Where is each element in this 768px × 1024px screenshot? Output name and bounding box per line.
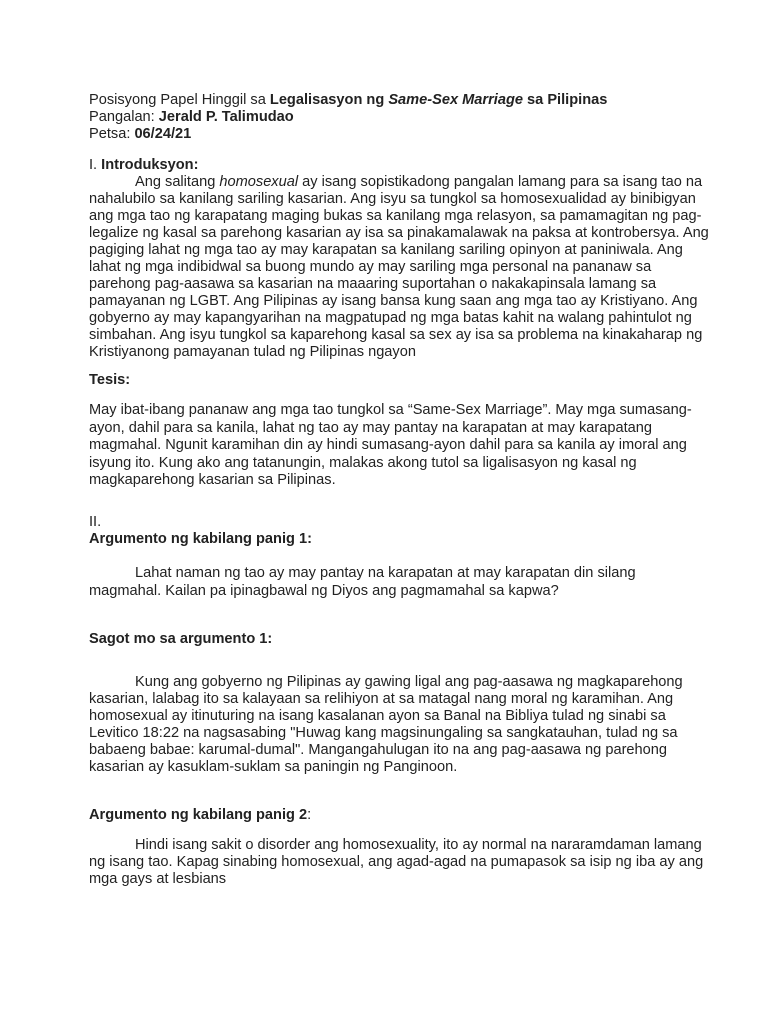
- intro-line: simbahan. Ang isyu tungkol sa kaparehong kasal sa sex ay isa sa problema na kinakaharap ng: [89, 327, 703, 343]
- section-two-heading: [89, 514, 728, 548]
- intro-title: Introduksyon:: [101, 157, 199, 173]
- argument-2-title: Argumento ng kabilang panig 2: [89, 807, 308, 823]
- argument-2-heading: [89, 807, 728, 824]
- thesis-section: [89, 402, 728, 490]
- intro-line: pagiging lahat ng mga tao ay may karapatan sa kanilang sariling opinyon at paniniwala. Ang: [89, 242, 683, 258]
- reply-1-line: kasarian ay kasuklam-suklam sa paningin ng Panginoon.: [89, 759, 458, 775]
- reply-1-line: homosexual ay itinuturing na isang kasalanan ayon sa Banal na Bibliya tulad ng sinabi sa: [89, 708, 666, 724]
- intro-line: lahat ng mga indibidwal sa buong mundo ay may sariling mga personal na pananaw sa: [89, 259, 652, 275]
- name-label: Pangalan:: [89, 109, 159, 125]
- reply-1-line: Kung ang gobyerno ng Pilipinas ay gawing ligal ang pag-aasawa ng magkaparehong: [135, 674, 683, 690]
- title-bold-2: sa Pilipinas: [522, 92, 608, 108]
- argument-2-line: ng isang tao. Kapag sinabing homosexual, ang agad-agad na pumapasok sa isip ng iba ay ang: [89, 854, 704, 870]
- thesis-line: magkaparehong kasarian sa Pilipinas.: [89, 472, 336, 488]
- intro-line: parehong pag-aasawa sa kasarian na maaaring suportahan o nakakapinsala lamang sa: [89, 276, 657, 292]
- intro-line: nahalubilo sa kanilang sariling kasarian. Ang isyu sa tungkol sa homosexualidad ay binibigyan: [89, 191, 696, 207]
- reply-1-line: Levitico 18:22 na nagsasabing "Huwag kang magsinungaling sa sangkatauhan, tulad ng sa: [89, 725, 678, 741]
- intro-first-pre: Ang salitang: [135, 174, 220, 190]
- argument-1-line: magmahal. Kailan pa ipinagbawal ng Diyos ang pagmamahal sa kapwa?: [89, 582, 559, 599]
- title-line: [89, 92, 728, 109]
- reply-1-title: Sagot mo sa argumento 1:: [89, 631, 273, 647]
- intro-first-emphasis: homosexual: [219, 174, 299, 190]
- author-name: Jerald P. Talimudao: [158, 109, 294, 125]
- section-two-number: II.: [89, 514, 102, 530]
- thesis-title: Tesis:: [89, 372, 131, 388]
- argument-1-body: [89, 565, 728, 600]
- argument-1-title: Argumento ng kabilang panig 1:: [89, 531, 312, 547]
- thesis-line: isyung ito. Kung ako ang tatanungin, malakas akong tutol sa ligalisasyon ng kasal ng: [89, 454, 637, 471]
- argument-1-line: Lahat naman ng tao ay may pantay na karapatan at may karapatan din silang: [135, 565, 636, 581]
- intro-number: I.: [89, 157, 102, 173]
- intro-line: Kristiyanong pamayanan tulad ng Pilipinas ngayon: [89, 344, 416, 360]
- name-line: [89, 109, 728, 126]
- argument-2-line: mga gays at lesbians: [89, 871, 227, 887]
- thesis-line: May ibat-ibang pananaw ang mga tao tungkol sa “Same-Sex Marriage”. May mga sumasang-: [89, 402, 692, 418]
- reply-1-heading: [89, 631, 728, 648]
- title-prefix: Posisyong Papel Hinggil sa: [89, 92, 270, 108]
- argument-2-heading-line: [89, 807, 728, 824]
- intro-first-post: ay isang sopistikadong pangalan lamang para sa isang tao na: [298, 174, 703, 190]
- reply-1-line: babaeng babae: karumal-dumal". Mangangahulugan ito na ang pag-aasawa ng parehong: [89, 742, 668, 758]
- document-header: [89, 92, 728, 143]
- intro-first-line: [89, 174, 728, 191]
- date-value: 06/24/21: [134, 126, 192, 142]
- intro-line: ang mga tao ng karapatang maging bukas sa kanilang mga relasyon, sa pamamagitan ng pag-: [89, 208, 702, 224]
- argument-2-line: Hindi isang sakit o disorder ang homosexuality, ito ay normal na nararamdaman lamang: [135, 837, 702, 853]
- title-bold-1: Legalisasyon ng: [269, 92, 389, 108]
- intro-section: [89, 157, 728, 361]
- intro-line: legalize ng kasal sa parehong kasarian ay isa sa pinakamalawak na paksa at kontrobersya. Ang: [89, 225, 709, 241]
- date-label: Petsa:: [89, 126, 135, 142]
- intro-heading: [89, 157, 728, 174]
- argument-2-body: [89, 837, 728, 888]
- argument-2-colon: :: [307, 807, 312, 823]
- thesis-line: magmahal. Ngunit karamihan din ay hindi sumasang-ayon dahil para sa kanila ay imoral ang: [89, 437, 687, 453]
- reply-1-body: [89, 674, 728, 776]
- date-line: [89, 126, 728, 143]
- thesis-line: ayon, dahil para sa kanila, lahat ng tao ay may pantay na karapatan at may karapatang: [89, 419, 653, 436]
- title-bold-italic: Same-Sex Marriage: [388, 92, 523, 108]
- reply-1-line: kasarian, lalabag ito sa kalayaan sa relihiyon at sa matagal nang moral ng karamihan. Ang: [89, 691, 674, 707]
- intro-line: gobyerno ay may kapangyarihan na magpatupad ng mga batas kahit na walang pahintulot ng: [89, 310, 692, 326]
- intro-line: pamayanan ng LGBT. Ang Pilipinas ay isang bansa kung saan ang mga tao ay Kristiyano. Ang: [89, 293, 698, 309]
- thesis-heading-block: [89, 372, 728, 389]
